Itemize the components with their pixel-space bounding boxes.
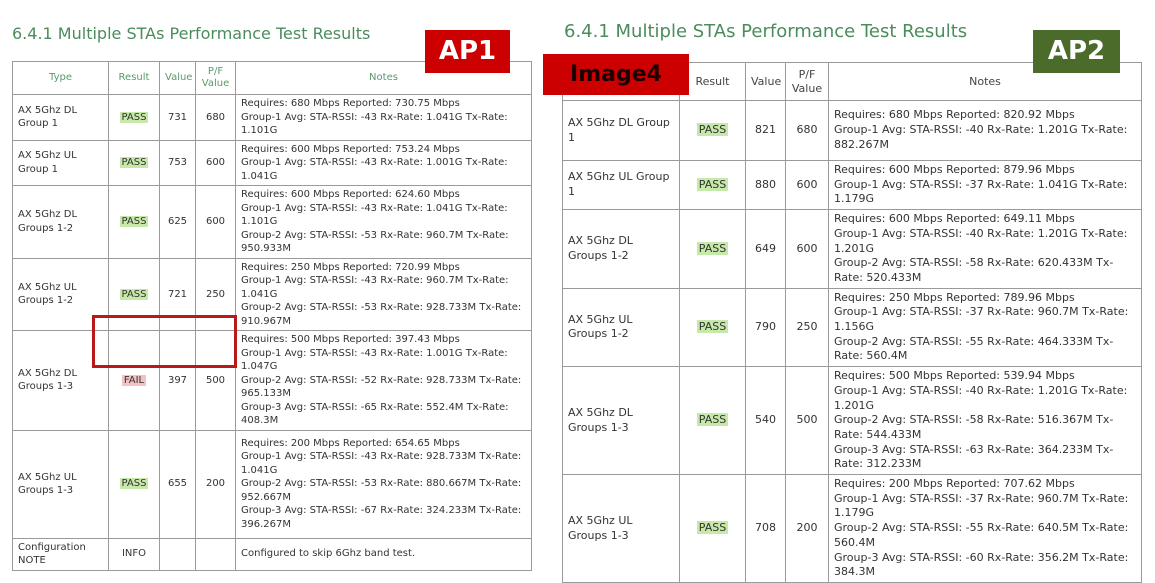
note-line: Group-1 Avg: STA-RSSI: -37 Rx-Rate: 960.7M Tx-Rate: 1.179G: [834, 491, 1129, 520]
ap2-header-result: Result: [680, 63, 746, 101]
value-cell: 649: [746, 210, 786, 289]
ap2-header-value: Value: [746, 63, 786, 101]
ap2-badge: AP2: [1033, 30, 1120, 73]
table-row: [563, 475, 1142, 583]
table-row: [13, 258, 532, 331]
value-cell: [160, 538, 196, 570]
type-cell: AX 5Ghz UL Groups 1-2: [563, 288, 680, 367]
pf-value-cell: 250: [786, 288, 829, 367]
note-line: Group-2 Avg: STA-RSSI: -58 Rx-Rate: 516.367M Tx-Rate: 544.433M: [834, 413, 1114, 441]
note-line: Group-3 Avg: STA-RSSI: -65 Rx-Rate: 552.4M Tx-Rate: 408.3M: [241, 401, 509, 426]
notes-cell: [829, 367, 1142, 475]
note-line: Requires: 500 Mbps Reported: 539.94 Mbps: [834, 369, 1075, 383]
pf-value-cell: 250: [196, 258, 236, 331]
ap1-badge: AP1: [425, 30, 510, 73]
ap1-header-notes: Notes: [236, 62, 532, 95]
note-line: Requires: 600 Mbps Reported: 753.24 Mbps: [241, 143, 460, 155]
notes-cell: [236, 186, 532, 259]
type-cell: AX 5Ghz UL Group 1: [563, 161, 680, 210]
pass-badge: PASS: [698, 123, 727, 137]
notes-cell: [829, 288, 1142, 367]
ap1-table-body: [13, 95, 532, 571]
note-line: Group-1 Avg: STA-RSSI: -40 Rx-Rate: 1.201G Tx-Rate: 1.201G: [834, 226, 1128, 255]
type-cell: AX 5Ghz UL Group 1: [13, 140, 109, 186]
pass-badge: PASS: [698, 521, 727, 535]
table-row: [13, 186, 532, 259]
note-line: Group-1 Avg: STA-RSSI: -43 Rx-Rate: 1.001G Tx-Rate: 1.041G: [241, 157, 508, 182]
notes-cell: [236, 538, 532, 570]
result-cell: [680, 475, 746, 583]
note-line: Group-2 Avg: STA-RSSI: -52 Rx-Rate: 928.733M Tx-Rate: 965.133M: [241, 374, 522, 399]
note-line: Group-2 Avg: STA-RSSI: -53 Rx-Rate: 928.733M Tx-Rate: 910.967M: [241, 302, 522, 327]
pf-value-cell: 200: [786, 475, 829, 583]
ap1-results-table: [12, 61, 532, 571]
note-line: Group-1 Avg: STA-RSSI: -37 Rx-Rate: 1.041G Tx-Rate: 1.179G: [834, 177, 1128, 206]
ap1-header-type: Type: [13, 62, 109, 95]
note-line: Group-1 Avg: STA-RSSI: -40 Rx-Rate: 1.201G Tx-Rate: 1.201G: [834, 383, 1128, 412]
pass-badge: PASS: [121, 478, 147, 490]
note-line: Group-1 Avg: STA-RSSI: -43 Rx-Rate: 1.041G Tx-Rate: 1.101G: [241, 111, 508, 136]
pass-badge: PASS: [698, 320, 727, 334]
result-cell: [680, 367, 746, 475]
note-line: Configured to skip 6Ghz band test.: [241, 548, 416, 560]
value-cell: 540: [746, 367, 786, 475]
note-line: Group-1 Avg: STA-RSSI: -43 Rx-Rate: 1.001G Tx-Rate: 1.047G: [241, 347, 508, 372]
ap2-header-pf-value: P/F Value: [786, 63, 829, 101]
note-line: Group-3 Avg: STA-RSSI: -63 Rx-Rate: 364.233M Tx-Rate: 312.233M: [834, 442, 1114, 471]
ap2-section-title: 6.4.1 Multiple STAs Performance Test Results: [564, 21, 968, 42]
table-row: [563, 210, 1142, 289]
note-line: Requires: 200 Mbps Reported: 654.65 Mbps: [241, 437, 460, 449]
note-line: Requires: 500 Mbps Reported: 397.43 Mbps: [241, 334, 460, 345]
table-row: [563, 101, 1142, 161]
notes-cell: [236, 331, 532, 431]
ap2-header-notes: Notes: [829, 63, 1142, 101]
type-cell: Configuration NOTE: [13, 538, 109, 570]
pass-badge: PASS: [121, 288, 147, 300]
value-cell: 397: [160, 331, 196, 431]
value-cell: 753: [160, 140, 196, 186]
note-line: Requires: 680 Mbps Reported: 730.75 Mbps: [241, 98, 460, 109]
note-line: Requires: 250 Mbps Reported: 789.96 Mbps: [834, 290, 1075, 304]
note-line: Group-3 Avg: STA-RSSI: -60 Rx-Rate: 356.2M Tx-Rate: 384.3M: [834, 550, 1129, 579]
result-cell: [109, 95, 160, 141]
notes-cell: [829, 210, 1142, 289]
value-cell: 708: [746, 475, 786, 583]
notes-cell: [829, 475, 1142, 583]
fail-badge: FAIL: [123, 374, 145, 386]
value-cell: 625: [160, 186, 196, 259]
ap2-table-body: [563, 101, 1142, 583]
note-line: Group-1 Avg: STA-RSSI: -40 Rx-Rate: 1.201G Tx-Rate: 882.267M: [834, 123, 1128, 151]
note-line: Group-2 Avg: STA-RSSI: -55 Rx-Rate: 464.333M Tx-Rate: 560.4M: [834, 334, 1114, 363]
note-line: Requires: 680 Mbps Reported: 820.92 Mbps: [834, 108, 1075, 122]
note-line: Group-1 Avg: STA-RSSI: -43 Rx-Rate: 928.733M Tx-Rate: 1.041G: [241, 451, 522, 476]
pf-value-cell: 500: [786, 367, 829, 475]
fail-highlight-box: [92, 315, 237, 368]
pass-badge: PASS: [698, 177, 727, 191]
value-cell: 721: [160, 258, 196, 331]
pf-value-cell: 200: [196, 430, 236, 538]
result-cell: [680, 210, 746, 289]
type-cell: AX 5Ghz UL Groups 1-3: [563, 475, 680, 583]
value-cell: 655: [160, 430, 196, 538]
pf-value-cell: 600: [786, 161, 829, 210]
ap2-results-table: [562, 62, 1142, 583]
type-cell: AX 5Ghz UL Groups 1-2: [13, 258, 109, 331]
result-cell: [680, 101, 746, 161]
type-cell: AX 5Ghz UL Groups 1-3: [13, 430, 109, 538]
result-cell: [680, 161, 746, 210]
pf-value-cell: 680: [786, 101, 829, 161]
value-cell: 731: [160, 95, 196, 141]
image4-label: Image4: [543, 54, 689, 95]
note-line: Group-1 Avg: STA-RSSI: -43 Rx-Rate: 1.041G Tx-Rate: 1.101G: [241, 202, 508, 227]
info-label: INFO: [121, 548, 147, 560]
ap1-header-result: Result: [109, 62, 160, 95]
table-row: [13, 140, 532, 186]
value-cell: 821: [746, 101, 786, 161]
value-cell: 790: [746, 288, 786, 367]
result-cell: [109, 430, 160, 538]
pf-value-cell: 600: [786, 210, 829, 289]
pf-value-cell: 680: [196, 95, 236, 141]
pass-badge: PASS: [121, 216, 147, 227]
note-line: Requires: 600 Mbps Reported: 649.11 Mbps: [834, 212, 1075, 226]
note-line: Group-1 Avg: STA-RSSI: -43 Rx-Rate: 960.7M Tx-Rate: 1.041G: [241, 275, 509, 300]
note-line: Requires: 600 Mbps Reported: 879.96 Mbps: [834, 163, 1075, 176]
note-line: Group-2 Avg: STA-RSSI: -58 Rx-Rate: 620.433M Tx-Rate: 520.433M: [834, 256, 1114, 284]
table-row: [563, 367, 1142, 475]
ap1-panel: [0, 0, 545, 566]
pass-badge: PASS: [698, 241, 727, 255]
pass-badge: PASS: [698, 413, 727, 427]
note-line: Group-2 Avg: STA-RSSI: -55 Rx-Rate: 640.5M Tx-Rate: 560.4M: [834, 521, 1129, 549]
pf-value-cell: 600: [196, 140, 236, 186]
result-cell: [680, 288, 746, 367]
table-row: [13, 538, 532, 570]
pf-value-cell: 600: [196, 186, 236, 259]
note-line: Group-3 Avg: STA-RSSI: -67 Rx-Rate: 324.233M Tx-Rate: 396.267M: [241, 505, 522, 530]
ap1-header-value: Value: [160, 62, 196, 95]
type-cell: AX 5Ghz DL Group 1: [563, 101, 680, 161]
note-line: Group-1 Avg: STA-RSSI: -37 Rx-Rate: 960.7M Tx-Rate: 1.156G: [834, 305, 1129, 334]
result-cell: [109, 140, 160, 186]
type-cell: AX 5Ghz DL Groups 1-3: [563, 367, 680, 475]
pass-badge: PASS: [121, 111, 147, 123]
note-line: Group-2 Avg: STA-RSSI: -53 Rx-Rate: 960.7M Tx-Rate: 950.933M: [241, 229, 509, 254]
result-cell: [109, 186, 160, 259]
note-line: Requires: 200 Mbps Reported: 707.62 Mbps: [834, 477, 1075, 491]
table-row: [563, 161, 1142, 210]
notes-cell: [236, 95, 532, 141]
table-row: [13, 331, 532, 431]
notes-cell: [829, 161, 1142, 210]
table-row: [13, 430, 532, 538]
note-line: Group-2 Avg: STA-RSSI: -53 Rx-Rate: 880.667M Tx-Rate: 952.667M: [241, 478, 522, 503]
pass-badge: PASS: [121, 157, 147, 168]
table-row: [563, 288, 1142, 367]
type-cell: AX 5Ghz DL Groups 1-2: [563, 210, 680, 289]
pf-value-cell: [196, 538, 236, 570]
type-cell: AX 5Ghz DL Group 1: [13, 95, 109, 141]
ap1-section-title: 6.4.1 Multiple STAs Performance Test Results: [12, 24, 371, 43]
notes-cell: [236, 258, 532, 331]
type-cell: AX 5Ghz DL Groups 1-3: [13, 331, 109, 431]
notes-cell: [236, 140, 532, 186]
value-cell: 880: [746, 161, 786, 210]
note-line: Requires: 600 Mbps Reported: 624.60 Mbps: [241, 189, 460, 200]
notes-cell: [829, 101, 1142, 161]
table-row: [13, 95, 532, 141]
note-line: Requires: 250 Mbps Reported: 720.99 Mbps: [241, 261, 460, 273]
pf-value-cell: 500: [196, 331, 236, 431]
type-cell: AX 5Ghz DL Groups 1-2: [13, 186, 109, 259]
notes-cell: [236, 430, 532, 538]
result-cell: [109, 538, 160, 570]
ap1-header-pf-value: P/F Value: [196, 62, 236, 95]
